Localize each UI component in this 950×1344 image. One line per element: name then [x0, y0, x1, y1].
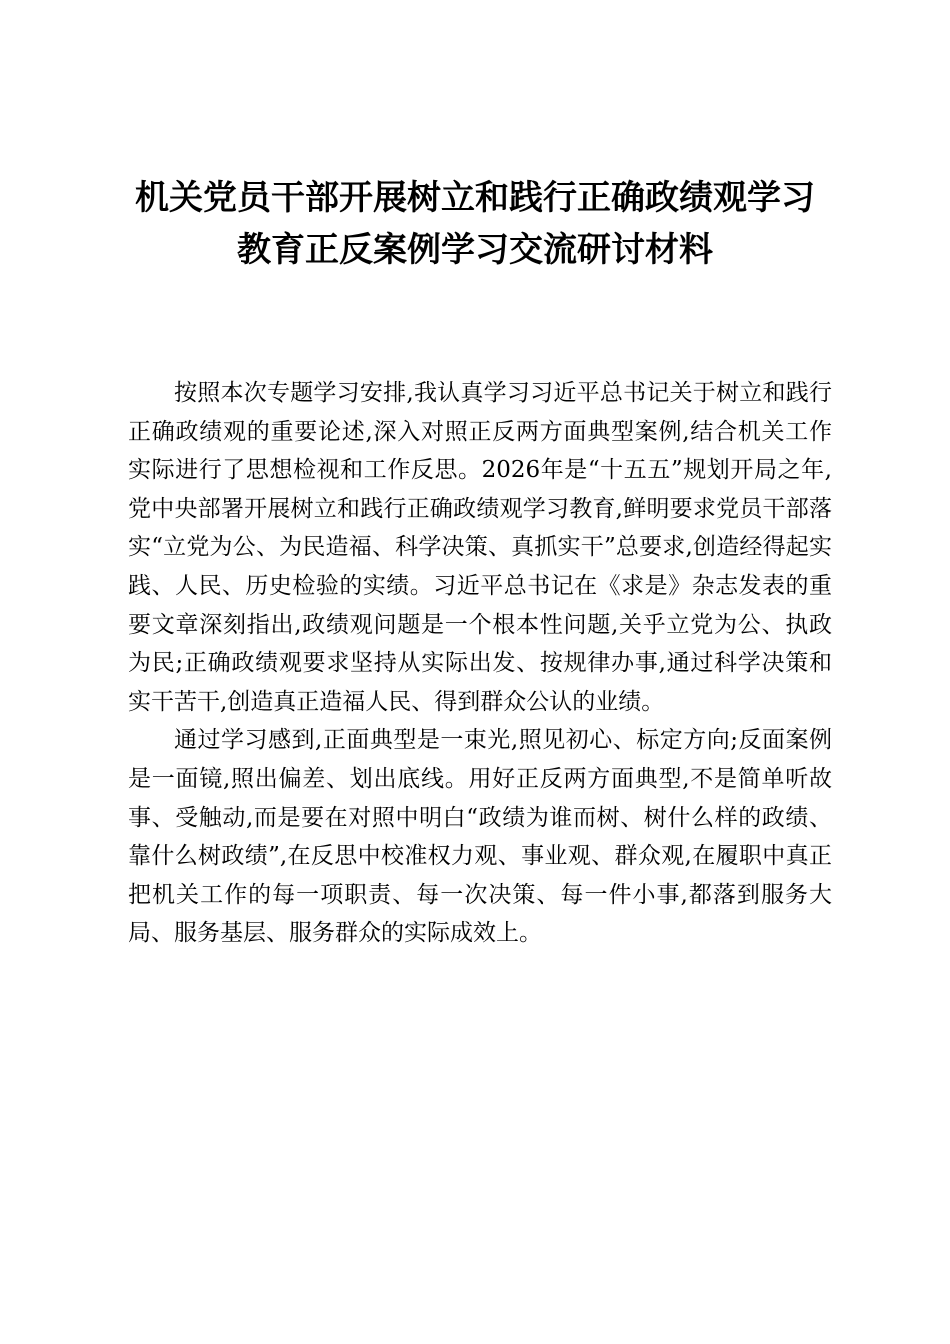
- body-paragraph-1: 按照本次专题学习安排,我认真学习习近平总书记关于树立和践行正确政绩观的重要论述,深入对照正反两方面典型案例,结合机关工作实际进行了思想检视和工作反思。2026年是“十五五”规划开局之年,党中央部署开展树立和践行正确政绩观学习教育,鲜明要求党员干部落实“立党为公、为民造福、科学决策、真抓实干”总要求,创造经得起实践、人民、历史检验的实绩。习近平总书记在《求是》杂志发表的重要文章深刻指出,政绩观问题是一个根本性问题,关乎立党为公、执政为民;正确政绩观要求坚持从实际出发、按规律办事,通过科学决策和实干苦干,创造真正造福人民、得到群众公认的业绩。: [128, 380, 832, 715]
- document-title: [100, 172, 850, 276]
- document-title-line-1: 机关党员干部开展树立和践行正确政绩观学习: [135, 178, 815, 218]
- body-paragraph-2: 通过学习感到,正面典型是一束光,照见初心、标定方向;反面案例是一面镜,照出偏差、划出底线。用好正反两方面典型,不是简单听故事、受触动,而是要在对照中明白“政绩为谁而树、树什么样的政绩、靠什么树政绩”,在反思中校准权力观、事业观、群众观,在履职中真正把机关工作的每一项职责、每一次决策、每一件小事,都落到服务大局、服务基层、服务群众的实际成效上。: [128, 727, 832, 947]
- document-body: [128, 374, 832, 953]
- document-title-line-2: 教育正反案例学习交流研讨材料: [237, 230, 713, 270]
